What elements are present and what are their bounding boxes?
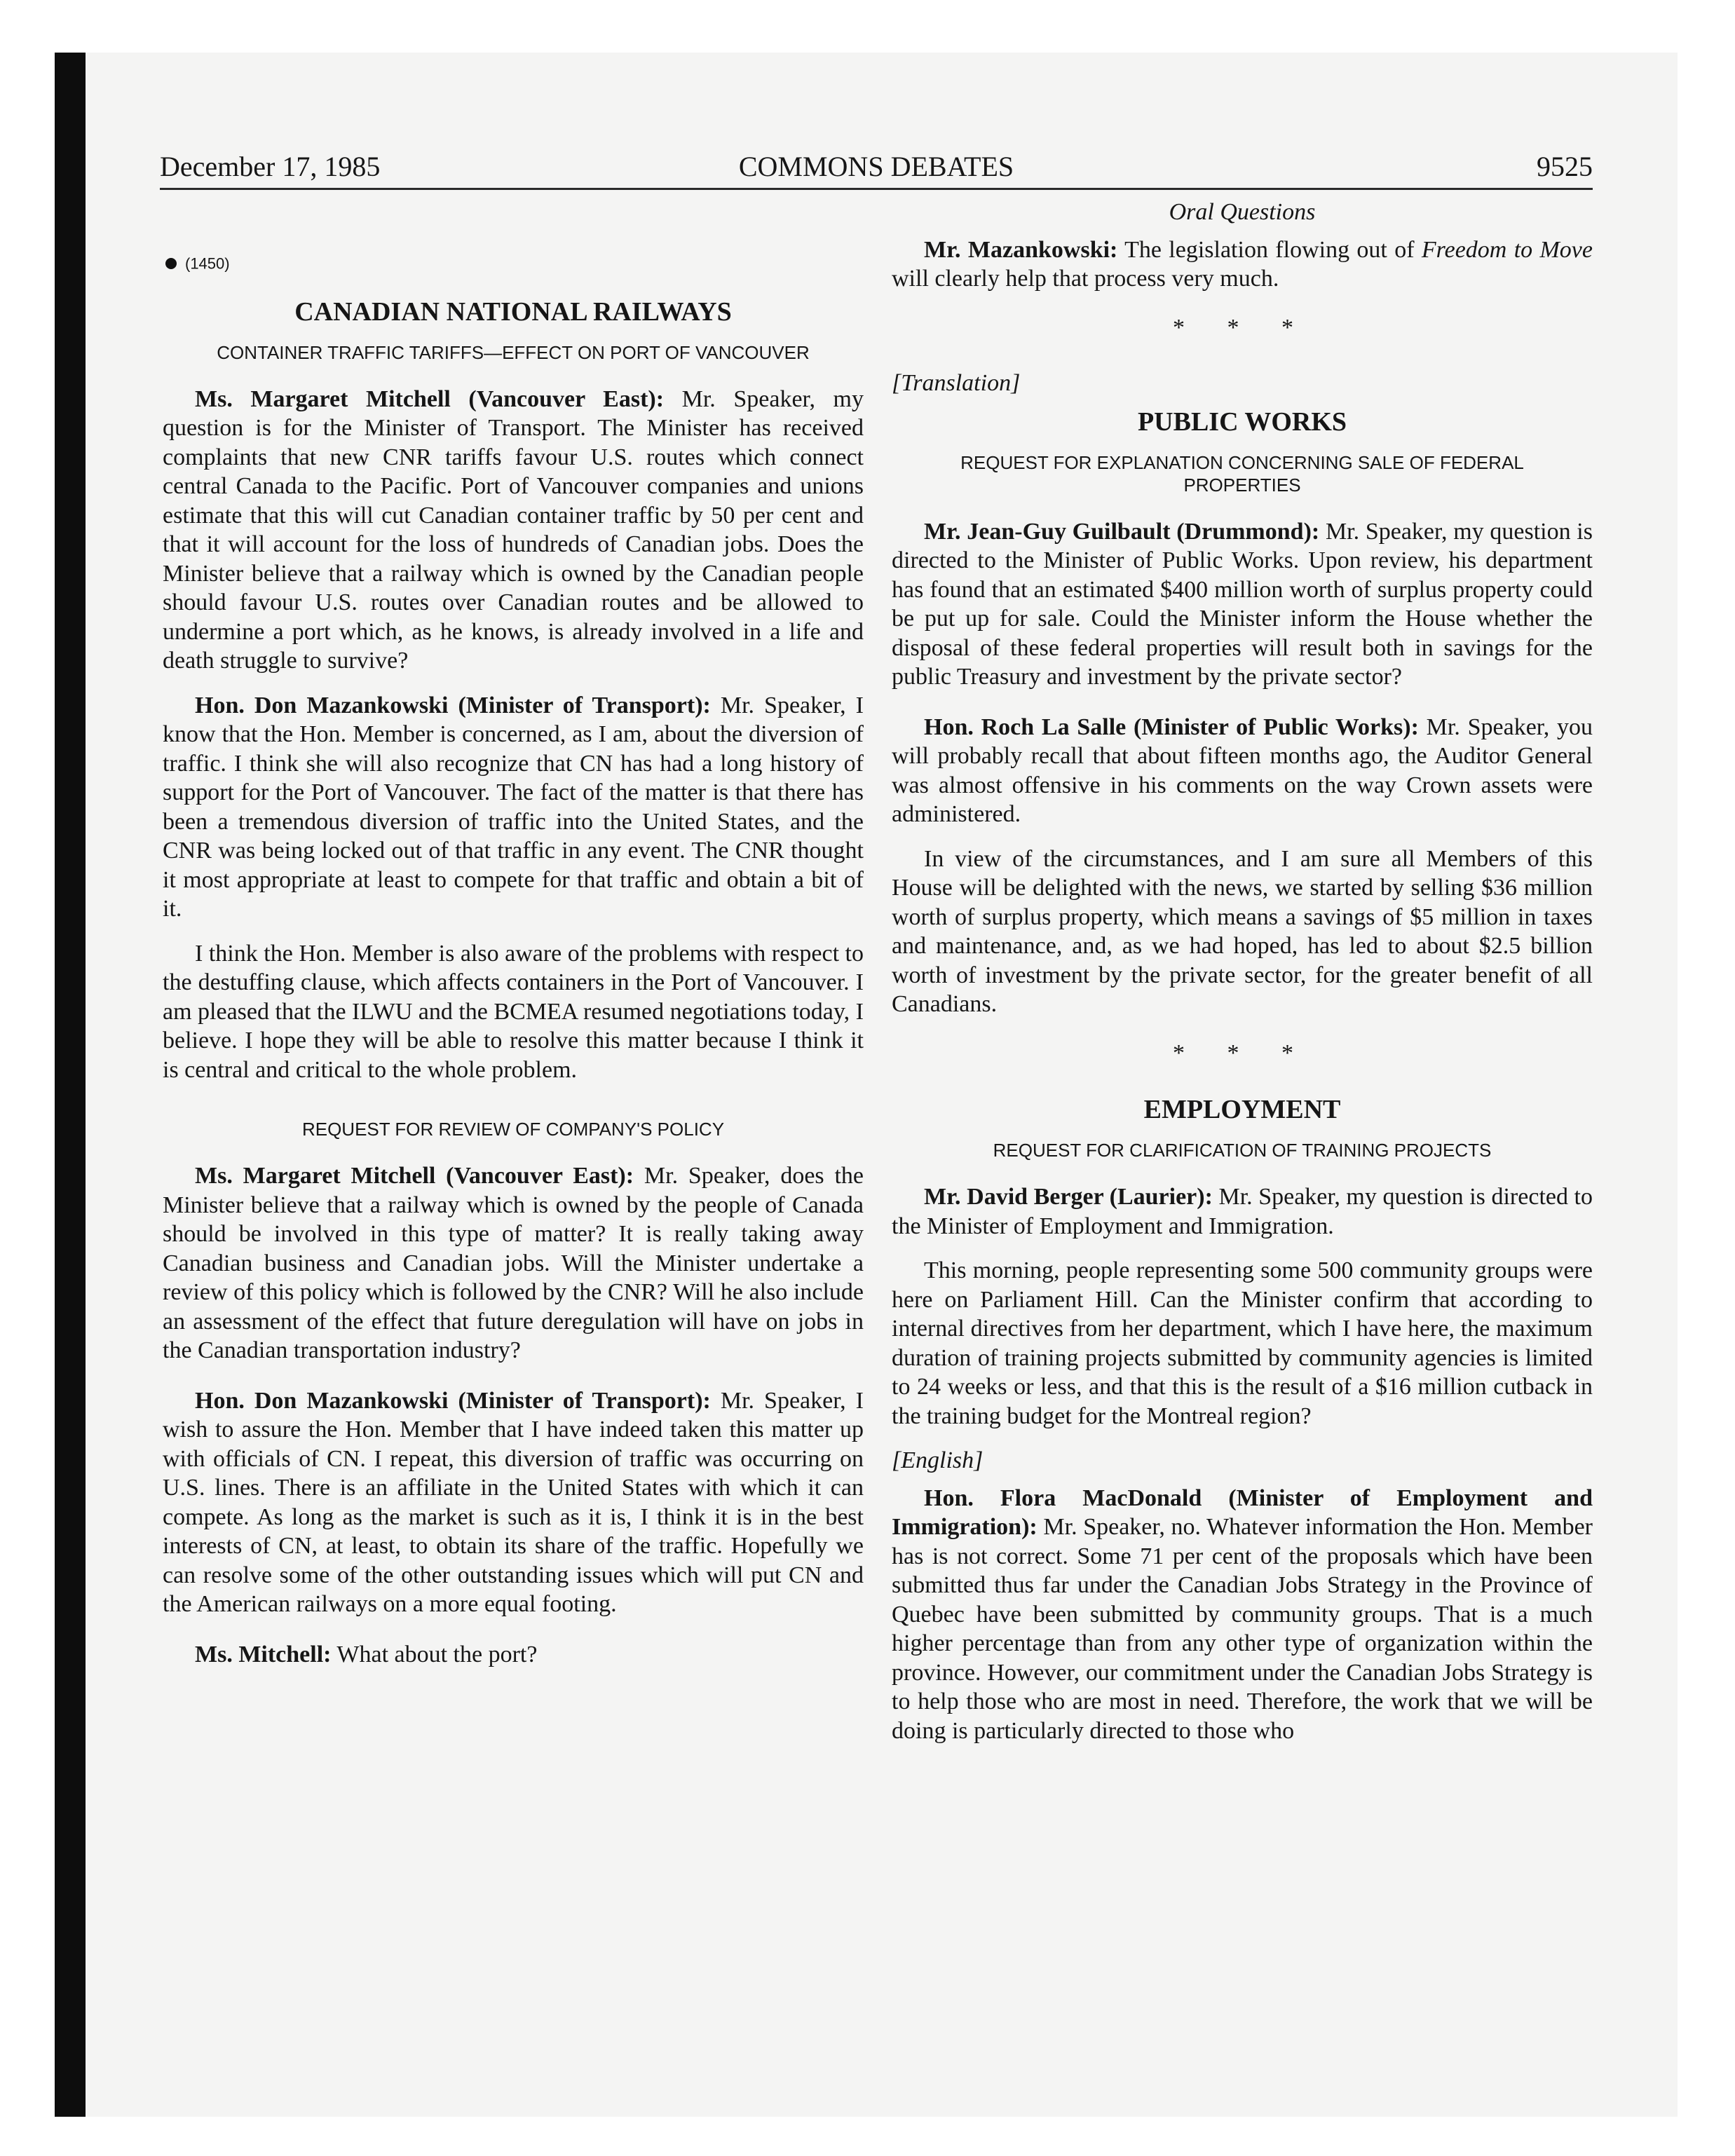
- header-date: December 17, 1985: [160, 151, 381, 182]
- right-column: [892, 198, 1593, 1761]
- section-separator: * * *: [1173, 1039, 1312, 1066]
- section-label: Oral Questions: [1169, 199, 1316, 225]
- speaker-name: Ms. Margaret Mitchell (Vancouver East):: [195, 386, 665, 412]
- paragraph-berger-2: This morning, people representing some 500 community groups were here on Parliament Hill. Can the Minister confirm that according to internal directives from her department, which I have here, the maximum duration of training projects submitted by community agencies is limited to 24 weeks or less, and that this is the result of a $16 million cutback in the training budget for the Montreal region?: [892, 1257, 1593, 1429]
- subheading-federal-properties: REQUEST FOR EXPLANATION CONCERNING SALE OF FEDERAL PROPERTIES: [960, 451, 1524, 496]
- paragraph-mazankowski-4: [892, 236, 1593, 294]
- section-heading-cn: CANADIAN NATIONAL RAILWAYS: [294, 296, 732, 327]
- paragraph-mazankowski-1: [163, 691, 864, 924]
- paragraph-mitchell-2: [163, 1161, 864, 1365]
- header-title: COMMONS DEBATES: [738, 151, 1014, 182]
- time-marker-text: (1450): [185, 254, 230, 273]
- speaker-name: Mr. Mazankowski:: [924, 236, 1118, 263]
- paragraph-mazankowski-3: [163, 1386, 864, 1619]
- section-heading-employment: EMPLOYMENT: [1143, 1095, 1341, 1124]
- speech-text: Mr. Speaker, my question is directed to the Minister of Employment and Immigration.: [892, 1184, 1593, 1239]
- speech-text: The legislation flowing out of: [1117, 236, 1422, 263]
- speech-text: What about the port?: [331, 1641, 538, 1667]
- speaker-name: Mr. Jean-Guy Guilbault (Drummond):: [924, 518, 1320, 545]
- subheading-container-tariffs: CONTAINER TRAFFIC TARIFFS—EFFECT ON PORT OF VANCOUVER: [217, 341, 810, 363]
- speech-text: Mr. Speaker, you will probably recall that about fifteen months ago, the Auditor General was almost offensive in his comments on the way Crown assets were administered.: [892, 714, 1593, 827]
- italic-title: Freedom to Move: [1421, 236, 1593, 263]
- paragraph-berger-1: [892, 1182, 1593, 1241]
- speaker-name: Hon. Don Mazankowski (Minister of Transport):: [195, 692, 711, 718]
- left-column: [163, 198, 864, 1684]
- speaker-name: Hon. Don Mazankowski (Minister of Transport):: [195, 1387, 711, 1414]
- binding-shadow: [55, 53, 86, 2117]
- paragraph-la-salle-1: [892, 713, 1593, 829]
- paragraph-macdonald: [892, 1484, 1593, 1746]
- subheading-review-policy: REQUEST FOR REVIEW OF COMPANY'S POLICY: [301, 1119, 725, 1140]
- paragraph-mitchell-3: [163, 1640, 864, 1670]
- speaker-name: Ms. Mitchell:: [195, 1641, 332, 1667]
- subheading-training-projects: REQUEST FOR CLARIFICATION OF TRAINING PROJECTS: [993, 1140, 1492, 1161]
- speaker-name: Hon. Roch La Salle (Minister of Public Works):: [924, 714, 1419, 740]
- speech-text: Mr. Speaker, my question is directed to the Minister of Public Works. Upon review, his department has found that an estimated $400 million worth of surplus property could be put up for sale. Could the Minister inform the House whether the disposal of these federal properties will result both in savings for the public Treasury and investment by the private sector?: [892, 518, 1593, 690]
- speech-text: Mr. Speaker, my question is for the Minister of Transport. The Minister has received complaints that new CNR tariffs favour U.S. routes which connect central Canada to the Pacific. Port of Vancouver companies and unions estimate that this will cut Canadian container traffic by 50 per cent and that it will account for the loss of hundreds of Canadian jobs. Does the Minister believe that a railway which is owned by the Canadian people should favour U.S. routes over Canadian routes and be allowed to undermine a port which, as he knows, is already involved in a life and death struggle to survive?: [163, 386, 864, 674]
- section-separator: * * *: [1173, 314, 1312, 341]
- speech-text: Mr. Speaker, I know that the Hon. Member is concerned, as I am, about the diversion of traffic. I think she will also recognize that CN has had a long history of support for the Port of Vancouver. The fact of the matter is that there has been a tremendous diversion of traffic into the United States, and the CNR was being locked out of that traffic in any event. The CNR thought it most appropriate at least to compete for that traffic and obtain a bit of it.: [163, 692, 864, 922]
- speaker-name: Hon. Flora MacDonald (Minister of Employment and Immigration):: [892, 1485, 1593, 1540]
- paragraph-guilbault: [892, 517, 1593, 692]
- translation-tag: [Translation]: [892, 370, 1021, 396]
- speech-text: Mr. Speaker, no. Whatever information the Hon. Member has is not correct. Some 71 per cent of the proposals which have been submitted thus far under the Canadian Jobs Strategy in the Province of Quebec have been submitted by community groups. That is a much higher percentage than from any other type of organization within the province. However, our commitment under the Canadian Jobs Strategy is to help those who are most in need. Therefore, the work that we will be doing is particularly directed to those who: [892, 1514, 1593, 1744]
- paragraph-mazankowski-2: I think the Hon. Member is also aware of the problems with respect to the destuffing clause, which affects containers in the Port of Vancouver. I am pleased that the ILWU and the BCMEA resumed negotiations today, I believe. I hope they will be able to resolve this matter because I think it is central and critical to the whole problem.: [163, 940, 864, 1083]
- speaker-name: Mr. David Berger (Laurier):: [924, 1184, 1213, 1210]
- speaker-name: Ms. Margaret Mitchell (Vancouver East):: [195, 1163, 634, 1189]
- running-header: [160, 147, 1593, 190]
- speech-text: will clearly help that process very much.: [892, 266, 1279, 292]
- section-heading-public-works: PUBLIC WORKS: [1137, 407, 1347, 437]
- speech-text: Mr. Speaker, does the Minister believe that a railway which is owned by the people of Canada should be involved in this type of matter? It is really taking away Canadian business and Canadian jobs. Will the Minister undertake a review of this policy which is followed by the CNR? Will he also include an assessment of the effect that future deregulation will have on jobs in the Canadian transportation industry?: [163, 1163, 864, 1364]
- header-page-number: 9525: [1537, 151, 1593, 182]
- speech-text: Mr. Speaker, I wish to assure the Hon. Member that I have indeed taken this matter up with officials of CN. I repeat, this diversion of traffic was occurring on U.S. lines. There is an affiliate in the United States with which it can compete. As long as the market is such as it is, I think it is in the best interests of CN, at least, to obtain its share of the traffic. Hopefully we can resolve some of the other outstanding issues which will put CN and the American railways on a more equal footing.: [163, 1387, 864, 1618]
- time-marker: [165, 248, 864, 278]
- english-tag: [English]: [892, 1447, 984, 1473]
- paragraph-la-salle-2: In view of the circumstances, and I am sure all Members of this House will be delighted with the news, we started by selling $36 million worth of surplus property, which means a savings of $5 million in taxes and maintenance, and, as we had hoped, has led to about $2.5 billion worth of investment by the private sector, for the greater benefit of all Canadians.: [892, 845, 1593, 1017]
- bullet-dot: [165, 258, 177, 269]
- paragraph-mitchell-1: [163, 385, 864, 676]
